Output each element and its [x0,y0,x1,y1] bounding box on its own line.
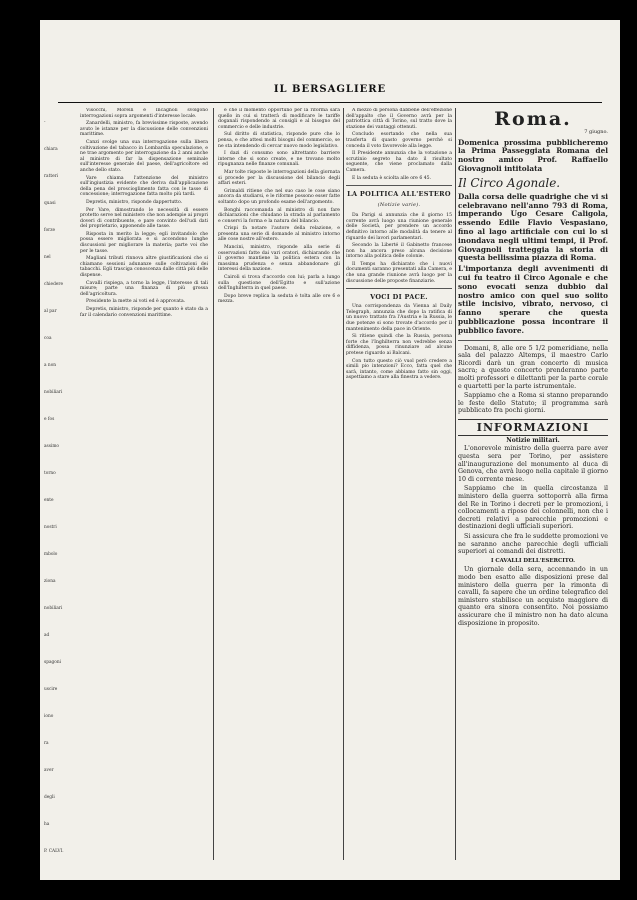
article-paragraph: e che il momento opportuno per la riforma sarà quello in cui si tratterà di modificare le tariffe doganali rispondendo ai consigli e al bisogno del commercio e delle industrie. [218,108,340,130]
article-paragraph: Da Parigi si annunzia che il giorno 15 corrente avrà luogo una riunione generale delle Società, per prendere un accordo definitivo intorno alle modalità da tenere al riguardo dei lavori parlamentari. [346,213,452,241]
announcement-body: Dalla corsa delle quadrighe che vi si celebravano nell'anno 793 di Roma, imperando Ugo Cesare Caligola, essendo Edile Flavio Vespasiano, fino al lago artificiale con cui lo si inondava negli ultimi tempi, il Prof. Giovagnoli tratteggia la storia di questa bellissima piazza di Roma. [458,191,608,263]
separator [458,340,608,341]
adjacent-page-edge [40,20,78,880]
article-paragraph: Sul diritto di statistica, risponde pure che lo pensa, e che attesi molti bisogni del commercio, se ne sta intendendo di cercar nuovo modo legislativo. [218,132,340,149]
column-3 [346,108,452,860]
newspaper-title: IL BERSAGLIERE [273,84,387,95]
article-paragraph: Crispi fa notare l'autore della relazione, e presenta una serie di domande al ministro intorno alle cose nostre all'estero. [218,226,340,243]
edge-text-fragment: spagoni [44,660,61,665]
article-paragraph: Secondo la Liberté il Gabinetto francese non ha ancora preso alcuna decisione intorno alla politica delle colonie. [346,243,452,260]
article-paragraph: A mezzo di persona dabbene dell'effezione dell'appalto che il Governo avrà per la patriottica città di Torino, sul tratto dove la stazione dei vantaggi ottenuti. [346,108,452,130]
edge-text-fragment: iono [44,714,54,719]
edge-text-fragment: nobiliari [44,606,63,611]
article-paragraph: Il Temps ha dichiarato che i nuovi documenti saranno presentati alla Camera, e che una grande riunione avrà luogo per la discussione delle proposte finanziarie. [346,261,452,284]
article-paragraph: Bonghi raccomanda al ministro di non fare dichiarazioni che chiudano la strada al parlamento e conservi la forma e la natura del bilancio. [218,207,340,224]
article-paragraph: E la seduta è sciolta alle ore 6 45. [352,175,432,181]
subheadline-notizie-militari: Notizie militari. [506,436,560,444]
edge-text-fragment: assimo [44,444,60,449]
article-paragraph: Risposta in merito la legge; egli invitandolo che possa essere migliorata e si accendono lunghe discussioni per migliorare la materia; parte voi che per le tasse. [80,231,208,254]
article-paragraph: Domani, 8, alle ore 5 1/2 pomeridiane, nella sala del palazzo Altemps, il maestro Carlo Ricordi darà un gran concerto di musica sacra; a questo concerto prenderanno parte molti professori e dilettanti per la parte corale e quartetti per la parte istrumentale. [458,344,608,390]
edge-text-fragment: e fos [44,417,55,422]
article-paragraph: Sappiamo che a Roma si stanno preparando le feste dello Statuto; il programma sarà pubblicato fra pochi giorni. [458,392,608,415]
edge-text-fragment: chiedere [44,282,63,287]
article-paragraph: Grimaldi ritiene che nel suo caso le cose siano ancora da studiarsi, e le riforme possono esser fatte soltanto dopo un profondo esame dell'argomento. [218,188,340,205]
masthead [58,78,602,103]
column-2 [218,108,340,860]
edge-text-fragment: ziona [44,579,56,584]
article-paragraph: Concludo esortando che nella sua trasferta di quasto governo perchè si conceda il voto favorevole alla legge. [346,132,452,149]
article-paragraph: Dopo breve replica la seduta è tolta alle ore 6 e mezza. [218,293,340,305]
headline-cavalli-esercito: I CAVALLI DELL'ESERCITO. [490,557,576,564]
article-paragraph: Mar tolte risposte le interrogazioni della giornata si procede per la discussione del bilancio degli affari esteri. [218,169,340,187]
section-date: 7 giugno. [584,129,608,135]
edge-text-fragment: ratteri [44,174,59,179]
edge-text-fragment: - [44,120,46,125]
edge-text-fragment: forze [44,228,56,233]
edge-text-fragment: ra [44,741,49,746]
article-paragraph: Per Vare, dimostrando le necessità di essere protetto serve nel ministero che non adempie ai propri doveri di contribuente, e pare convinto dell'udi dati del proprietario, apponendo alle tasse. [80,207,208,230]
edge-text-fragment: coa [44,336,52,341]
section-title-roma: Roma. [494,108,572,130]
column-1 [80,108,208,860]
newspaper-page [40,20,620,880]
column-4 [458,108,608,860]
article-paragraph: Canzi svolge una sua interrogazione sulla libera coltivazione del tabacco in Lombardia speculazione, e ne trae argomento per interrogazione da 2 anni anche al ministro di far la dispensazione seminale sull'interesse generale del paese, dell'agricoltore ed anche dello stato. [80,139,208,173]
edge-text-fragment: nobiliari [44,390,63,395]
article-paragraph: Vare chiama l'attenzione del ministro sull'ingiustizia evidente che deriva dall'applicazione della pena del proscioglimento fatta con le tasse di concessione; interrogazione fatta molto più tardi. [80,175,208,198]
informazioni-box [458,419,608,436]
edge-text-fragment: ente [44,498,54,503]
column-rule [213,108,214,860]
article-paragraph: Presidente la mette ai voti ed è approvata. [86,299,186,305]
edge-text-fragment: torno [44,471,56,476]
article-title-circo-agonale: Il Circo Agonale. [458,175,561,190]
edge-text-fragment: aver [44,768,54,773]
edge-text-fragment: quasi [44,201,56,206]
article-paragraph: Depretis, ministro, risponde per quanto è stato da a far il calendario convenzioni marittime. [80,307,208,318]
article-paragraph: Una corrispondenza da Vienna al Daily Telegraph, annunzia che dopo la ratifica di un nuovo trattato fra l'Austria e la Russia, le due potenze si sono trovate d'accordo per il mantenimento della pace in Oriente. [346,304,452,332]
headline-politica-estero: LA POLITICA ALL'ESTERO [347,190,451,199]
edge-text-fragment: mbolo [44,552,58,557]
headline-voci-di-pace: VOCI DI PACE. [370,293,428,302]
column-rule [343,108,344,860]
edge-text-fragment: a non [44,363,57,368]
edge-text-fragment: ha [44,822,50,827]
article-paragraph: Mancini, ministro, risponde alla serie di osservazioni fatte dai vari oratori, dichiarando che il governo mantiene la politica estera con la massima prudenza e senza abbandonare gli interessi della nazione. [218,245,340,273]
edge-text-fragment: degli [44,795,55,800]
section-title-informazioni: INFORMAZIONI [476,420,590,434]
edge-text-fragment: P. CALVI. [44,849,64,854]
column-rule [455,108,456,860]
article-paragraph: Visocchi, Morelli e Incagnoli svolgono interrogazioni sopra argomenti d'interesse locale. [80,108,208,119]
info-paragraph: Sappiamo che in quella circostanza il ministero della guerra sottoporrà alla firma del Re in Torino i decreti per le promozioni, i collocamenti a riposo dei colonnelli, non che i decreti relativi a parecchie promozioni e destinazioni degli ufficiali superiori. [458,485,608,531]
article-paragraph: Si ritiene quindi che la Russia, persona forte che l'Inghilterra non vedrebbe senza diffidenza, possa rinunziare ad alcune pretese riguardo ai Balcani. [346,334,452,356]
edge-text-fragment: nel [44,255,51,260]
info-paragraph: Un giornale della sera, accennando in un modo ben esatto alle disposizioni prese dal ministero della guerra per la rimonta di cavalli, fa sapere che un ordine telegrafico del ministero stabilisce un acquisto maggiore di quanto era sinora consentito. Noi possiamo assicurare che il ministro non ha dato alcuna disposizione in proposito. [458,566,608,627]
separator [346,185,452,186]
edge-text-fragment: nostri [44,525,57,530]
article-paragraph: I dazi di consumo sono altrettanto barriere interne che si sono create, e ne trovano molto ripugnanza nelle finanze comunali. [218,151,340,168]
info-paragraph: Si assicura che fra le suddette promozioni ve ne saranno anche parecchie degli ufficiali superiori ai comandi dei distretti. [458,533,608,556]
edge-text-fragment: al par [44,309,57,314]
separator [346,288,452,289]
article-paragraph: Depretis, ministro, risponde dappertutto. [86,199,183,205]
edge-text-fragment: chiara [44,147,58,152]
article-paragraph: Magliani tributi rinnova altre giustificazioni che si chiamano sessioni adunanze sulle coltivazioni dei tabacchi. Egli trasciga conoscenza dalle città più delle dispense. [80,256,208,279]
edge-text-fragment: uscire [44,687,58,692]
announcement-lead: Domenica prossima pubblicheremo la Prima Passeggiata Romana del nostro amico Prof. Raffaello Giovagnoli intitolata [458,137,608,173]
article-paragraph: Con tutto questo ciò vuol però credere a simili pio intenzioni? Ecco, fatta quel che sarà, intanto, come abbiamo fatto sin oggi, aspettiamo a stare alla finestra a vedere. [346,358,452,381]
article-paragraph: Cavalli rispiega, a torno la legge, l'interesse di tali misure; parte una finanza di più grossa dell'agricoltura. [80,280,208,297]
article-paragraph: Zanardelli, ministro, fa brevissime risposte, avendo avuto le istanze per la discussione delle convenzioni marittime. [80,121,208,138]
article-paragraph: Il Presidente annunzia che la votazione a scrutinio segreto ha dato il risultato seguente, che viene proclamato dalla Camera. [346,151,452,173]
article-paragraph: Cairoli si trova d'accordo con lui; parla a lungo sulla questione dell'Egitto e sull'azione dell'Inghilterra in quel paese. [218,275,340,292]
info-paragraph: L'onorevole ministro della guerra pare aver questa sera per Torino, per assistere all'inaugurazione del monumento al duca di Genova, che avrà luogo nella capitale il giorno 10 di corrente mese. [458,445,608,483]
announcement-body-2: L'importanza degli avvenimenti di cui fu teatro il Circo Agonale e che sono evocati senza dubbio dal nostro amico con quel suo solito stile incisivo, vibrato, nervoso, ci fanno sperare che questa pubblicazione possa incontrare il pubblico favore. [458,264,608,335]
edge-text-fragment: ad [44,633,50,638]
subheadline-notizie-varie: (Notizie varie). [377,202,421,209]
